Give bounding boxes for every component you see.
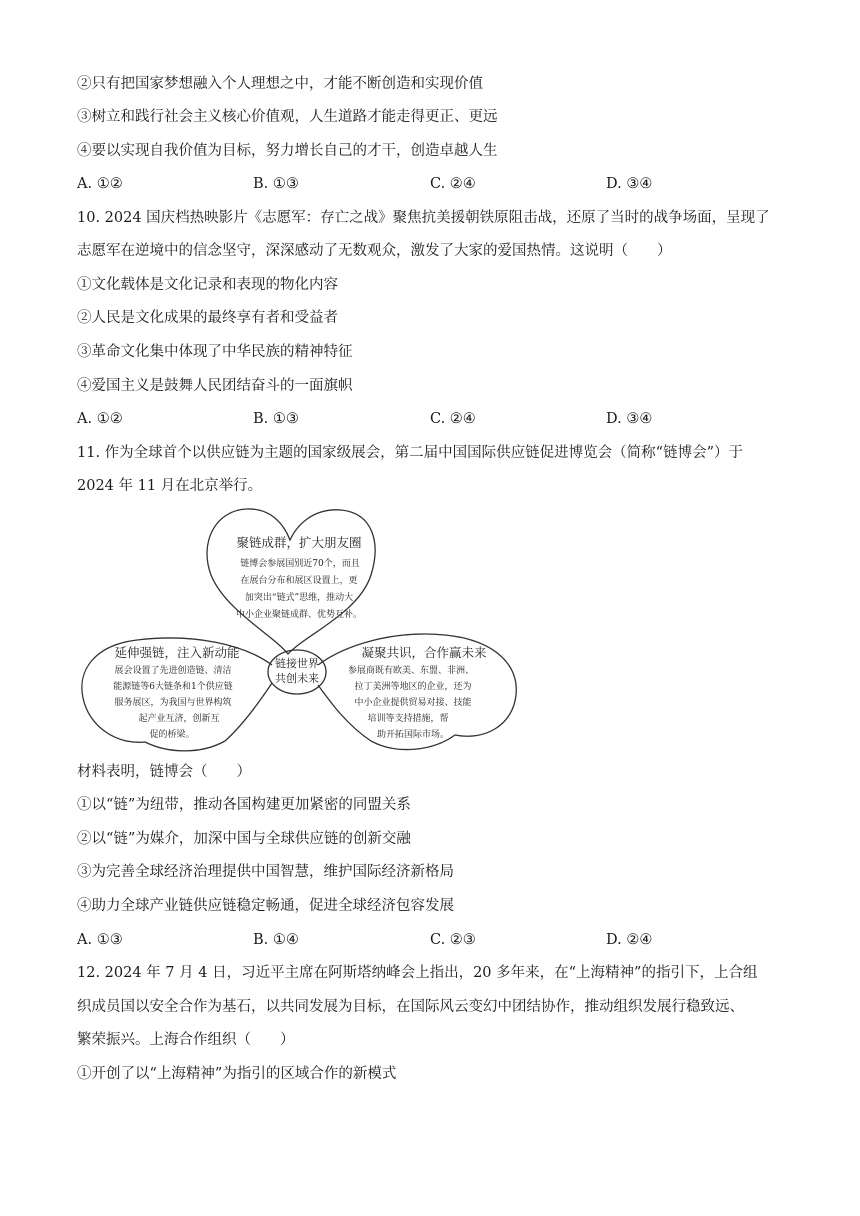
right-leaf-line-2: 拉丁美洲等地区的企业，还为 — [354, 682, 472, 692]
q11-stem-line-2: 2024 年 11 月在北京举行。 — [77, 478, 263, 494]
q10-choice-d: D. ③④ — [606, 411, 653, 427]
q9-option-4: ④要以实现自我价值为目标，努力增长自己的才干，创造卓越人生 — [77, 143, 498, 159]
top-leaf-title: 聚链成群，扩大朋友圈 — [236, 535, 362, 550]
right-leaf-title: 凝聚共识，合作赢未来 — [361, 645, 487, 660]
q9-option-3: ③树立和践行社会主义核心价值观，人生道路才能走得更正、更远 — [77, 109, 498, 125]
right-leaf-line-3: 中小企业提供贸易对接、技能 — [354, 698, 472, 708]
q9-choice-c: C. ②④ — [430, 176, 476, 192]
q9-option-2: ②只有把国家梦想融入个人理想之中，才能不断创造和实现价值 — [77, 76, 483, 92]
q12-stem-line-1: 12. 2024 年 7 月 4 日，习近平主席在阿斯塔纳峰会上指出，20 多年来，在“上海精神”的指引下，上合组 — [77, 965, 758, 981]
q10-option-4: ④爱国主义是鼓舞人民团结奋斗的一面旗帜 — [77, 378, 353, 394]
right-leaf-line-4: 培训等支持措施，帮 — [367, 714, 449, 724]
q10-option-3: ③革命文化集中体现了中华民族的精神特征 — [77, 344, 353, 360]
q11-choice-a: A. ①③ — [77, 932, 123, 948]
q11-option-2: ②以“链”为媒介，加深中国与全球供应链的创新交融 — [77, 831, 411, 847]
q10-option-1: ①文化载体是文化记录和表现的物化内容 — [77, 277, 338, 293]
q9-choice-d: D. ③④ — [606, 176, 653, 192]
q10-stem-line-2: 志愿军在逆境中的信念坚守，深深感动了无数观众，激发了大家的爱国热情。这说明（ ） — [77, 243, 672, 259]
q10-choice-a: A. ①② — [77, 411, 123, 427]
top-leaf-line-2: 在展台分布和展区设置上，更 — [240, 576, 358, 586]
q10-choice-b: B. ①③ — [253, 411, 299, 427]
q10-option-2: ②人民是文化成果的最终享有者和受益者 — [77, 310, 338, 326]
top-leaf-line-3: 加突出“链式”思维，推动大 — [244, 593, 354, 603]
left-leaf-line-1: 展会设置了先进创造链、清洁 — [114, 666, 232, 676]
center-text-2: 共创未来 — [275, 672, 319, 685]
q11-option-4: ④助力全球产业链供应链稳定畅通，促进全球经济包容发展 — [77, 898, 454, 914]
top-leaf-line-1: 链博会参展国别近70个，而且 — [240, 559, 360, 569]
left-leaf-line-3: 服务展区，为我国与世界构筑 — [114, 698, 232, 708]
left-leaf-line-5: 促的桥梁。 — [149, 730, 195, 740]
q10-choice-c: C. ②④ — [430, 411, 476, 427]
q12-stem-line-3: 繁荣振兴。上海合作组织（ ） — [77, 1032, 295, 1048]
clover-figure — [75, 505, 525, 757]
q11-choice-c: C. ②③ — [430, 932, 476, 948]
right-leaf-line-1: 参展商既有欧美、东盟、非洲、 — [347, 666, 475, 676]
q11-stem-line-1: 11. 作为全球首个以供应链为主题的国家级展会，第二届中国国际供应链促进博览会（简称“链博会”）于 — [77, 445, 743, 461]
right-leaf-line-5: 助开拓国际市场。 — [376, 730, 450, 740]
q9-choice-b: B. ①③ — [253, 176, 299, 192]
q11-choice-d: D. ②④ — [606, 932, 653, 948]
q12-stem-line-2: 织成员国以安全合作为基石，以共同发展为目标，在国际风云变幻中团结协作，推动组织发展行稳致远、 — [77, 999, 744, 1015]
q11-choice-b: B. ①④ — [253, 932, 299, 948]
q11-option-3: ③为完善全球经济治理提供中国智慧，维护国际经济新格局 — [77, 864, 454, 880]
left-leaf-title: 延伸强链，注入新动能 — [114, 645, 240, 660]
q11-option-1: ①以“链”为纽带，推动各国构建更加紧密的同盟关系 — [77, 797, 411, 813]
top-leaf-line-4: 中小企业聚链成群、优势互补。 — [235, 610, 363, 620]
left-leaf-line-2: 能源链等6大链条和1个供应链 — [113, 682, 233, 692]
left-leaf-line-4: 起产业互济，创新互 — [138, 714, 220, 724]
q12-option-1: ①开创了以“上海精神”为指引的区域合作的新模式 — [77, 1066, 397, 1082]
q9-choice-a: A. ①② — [77, 176, 123, 192]
q11-lead: 材料表明，链博会（ ） — [77, 764, 251, 780]
q10-stem-line-1: 10. 2024 国庆档热映影片《志愿军：存亡之战》聚焦抗美援朝铁原阻击战，还原了当时的战争场面，呈现了 — [77, 210, 770, 226]
center-text-1: 链接世界 — [275, 657, 319, 670]
